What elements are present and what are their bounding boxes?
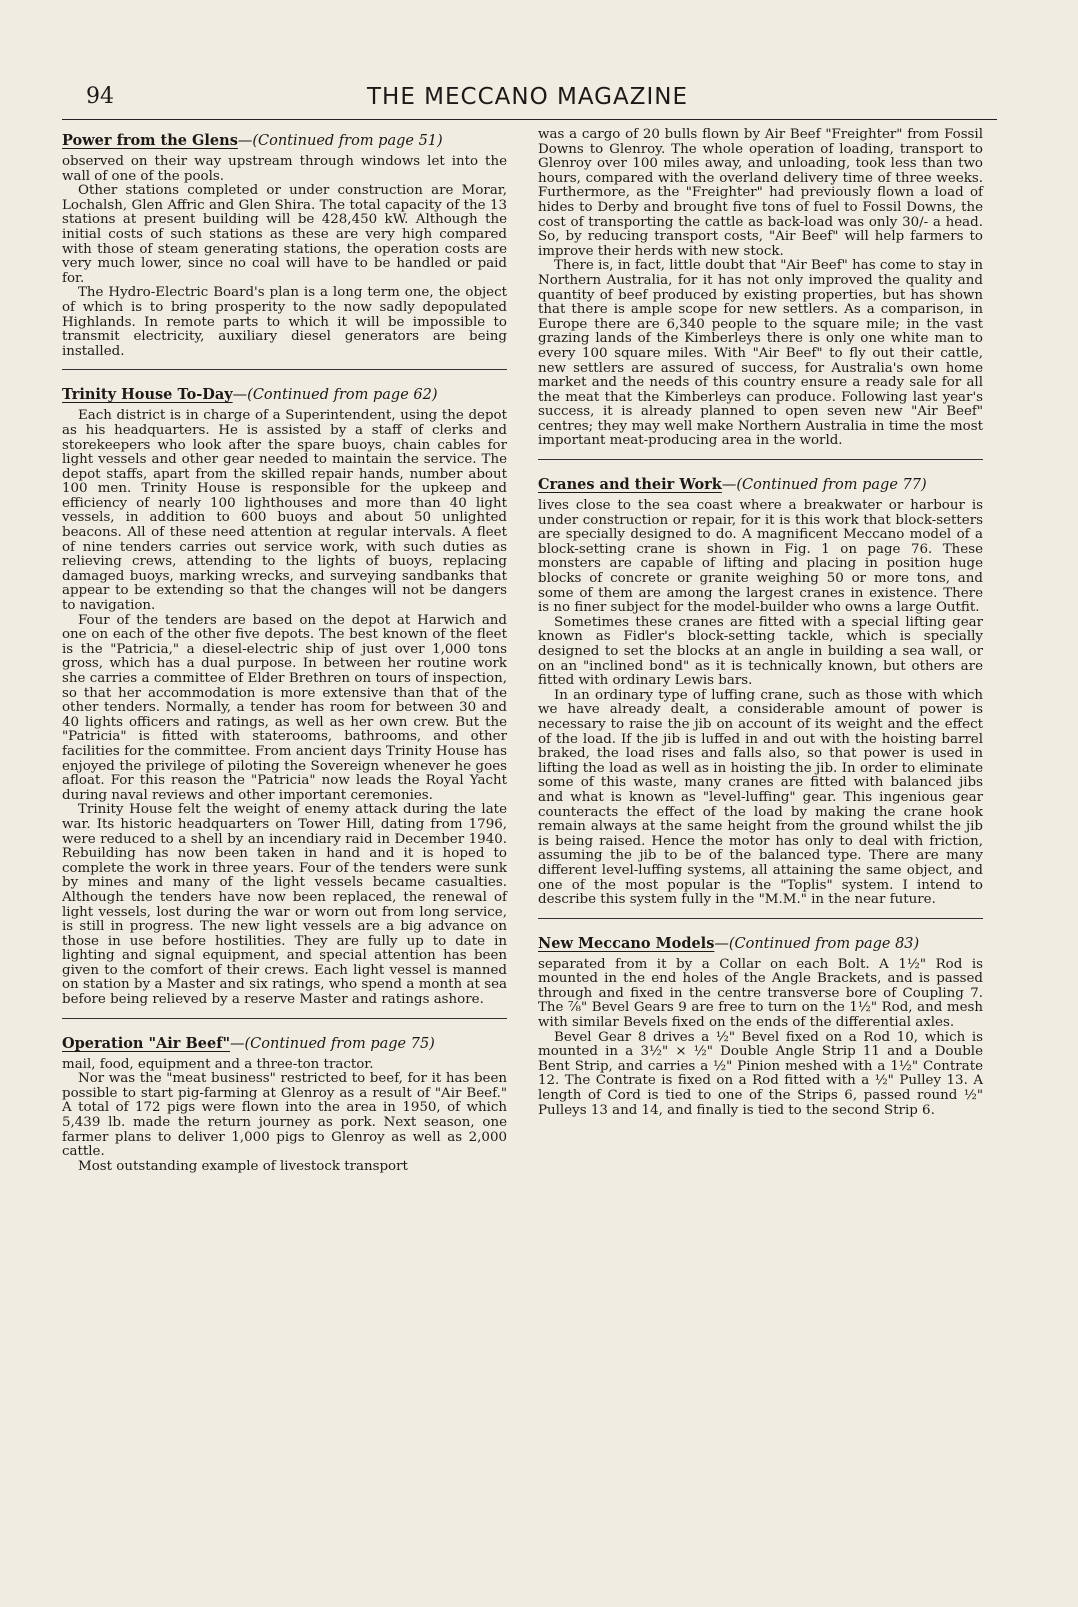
article-title: New Meccano Models bbox=[538, 934, 715, 952]
continued-from-note: —(Continued from page 77) bbox=[721, 477, 927, 494]
paragraph: Each district is in charge of a Superintendent, using the depot as his headquarters. He is assisted by a staff of clerks and storekeepers who look after the spare buoys, chain cables for light vessels and other gear needed to maintain the service. The depot staffs, apart from the skilled repair hands, number about 100 men. Trinity House is responsible for the upkeep and efficiency of nearly 100 lighthouses and more than 40 light vessels, in addition to 600 buoys and about 50 unlighted beacons. All of these need attention at regular intervals. A fleet of nine tenders carries out service work, with such duties as relieving crews, attending to the lights of buoys, replacing damaged buoys, marking wrecks, and surveying sandbanks that appear to be extending so that the changes will not be dangers to navigation. bbox=[62, 408, 507, 614]
paragraph: The Hydro-Electric Board's plan is a long term one, the object of which is to bring prosperity to the now sadly depopulated Highlands. In remote parts to which it will be impossible to transmit electricity, auxiliary diesel generators are being installed. bbox=[62, 285, 507, 359]
article-heading bbox=[62, 1035, 507, 1053]
paragraph: separated from it by a Collar on each Bolt. A 1½" Rod is mounted in the end holes of the Angle Brackets, and is passed through and fixed in the centre transverse bore of Coupling 7. The ⅞" Bevel Gears 9 are free to turn on the 1½" Rod, and mesh with similar Bevels fixed on the ends of the differential axles. bbox=[538, 956, 983, 1031]
article-heading bbox=[62, 132, 507, 150]
article-heading bbox=[538, 935, 983, 953]
paragraph: There is, in fact, little doubt that "Air Beef" has come to stay in Northern Australia, for it has not only improved the quality and quantity of beef produced by existing properties, but has shown that there is ample scope for new settlers. As a comparison, in Europe there are 6,340 people to the square mile; in the vast grazing lands of the Kimberleys there is only one white man to every 100 square miles. With "Air Beef" to fly out their cattle, new settlers are assured of success, for Australia's own home market and the needs of this country ensure a ready sale for all the meat that the Kimberleys can produce. Following last year's success, it is already planned to open seven new "Air Beef" centres; they may well make Northern Australia in time the most important meat-producing area in the world. bbox=[538, 258, 983, 449]
article-cranes-and-their-work bbox=[538, 476, 983, 908]
article-heading bbox=[538, 476, 983, 494]
paragraph: mail, food, equipment and a three-ton tractor. bbox=[62, 1056, 374, 1072]
paragraph: Trinity House felt the weight of enemy attack during the late war. Its historic headquarters on Tower Hill, dating from 1796, were reduced to a shell by an incendiary raid in December 1940. Rebuilding has now been taken in hand and it is hoped to complete the work in three years. Four of the tenders were sunk by mines and many of the light vessels became casualties. Although the tenders have now been replaced, the renewal of light vessels, lost during the war or worn out from long service, is still in progress. The new light vessels are a big advance on those in use before hostilities. They are fully up to date in lighting and signal equipment, and special attention has been given to the comfort of their crews. Each light vessel is manned on station by a Master and six ratings, who spend a month at sea before being relieved by a reserve Master and ratings ashore. bbox=[62, 802, 507, 1008]
article-operation-air-beef bbox=[62, 1035, 507, 1175]
article-new-meccano-models bbox=[538, 935, 983, 1119]
paragraph: Sometimes these cranes are fitted with a special lifting gear known as Fidler's block-setting tackle, which is specially designed to set the blocks at an angle in building a sea wall, or on an "inclined bond" as it is technically known, but others are fitted with ordinary Lewis bars. bbox=[538, 614, 983, 689]
paragraph: was a cargo of 20 bulls flown by Air Beef "Freighter" from Fossil Downs to Glenroy. The whole operation of loading, transport to Glenroy over 100 miles away, and unloading, took less than two hours, compared with the overland delivery time of three weeks. Furthermore, as the "Freighter" had previously flown a load of hides to Derby and brought five tons of fuel to Fossil Downs, the cost of transporting the cattle as back-load was only 30/- a head. So, by reducing transport costs, "Air Beef" will help farmers to improve their herds with new stock. bbox=[538, 127, 983, 259]
paragraph: Most outstanding example of livestock transport bbox=[78, 1158, 408, 1174]
article-title: Cranes and their Work bbox=[538, 476, 722, 494]
continued-from-note: —(Continued from page 75) bbox=[230, 1035, 435, 1052]
page-header bbox=[60, 84, 995, 118]
paragraph: Nor was the "meat business" restricted to beef, for it has been possible to start pig-farming at Glenroy as a result of "Air Beef." A total of 172 pigs were flown into the area in 1950, of which 5,439 lb. made the return journey as pork. Next season, one farmer plans to deliver 1,000 pigs to Glenroy as well as 2,000 cattle. bbox=[62, 1071, 507, 1160]
left-column bbox=[62, 128, 507, 1174]
section-divider bbox=[538, 459, 983, 460]
continued-from-note: —(Continued from page 83) bbox=[714, 935, 920, 952]
section-divider bbox=[538, 918, 983, 919]
article-title: Operation "Air Beef" bbox=[62, 1034, 230, 1052]
paragraph: Four of the tenders are based on the depot at Harwich and one on each of the other five depots. The best known of the fleet is the "Patricia," a diesel-electric ship of just over 1,000 tons gross, which has a dual purpose. In between her routine work she carries a committee of Elder Brethren on tours of inspection, so that her accommodation is more extensive than that of the other tenders. Normally, a tender has room for between 30 and 40 lights officers and ratings, as well as her own crew. But the "Patricia" is fitted with staterooms, bathrooms, and other facilities for the committee. From ancient days Trinity House has enjoyed the privilege of piloting the Sovereign whenever he goes afloat. For this reason the "Patricia" now leads the Royal Yacht during naval reviews and other important ceremonies. bbox=[62, 612, 507, 803]
paragraph: Bevel Gear 8 drives a ½" Bevel fixed on a Rod 10, which is mounted in a 3½" × ½" Double Angle Strip 11 and a Double Bent Strip, and carries a ½" Pinion meshed with a 1½" Contrate 12. The Contrate is fixed on a Rod fitted with a ½" Pulley 13. A length of Cord is tied to one of the Strips 6, passed round ½" Pulleys 13 and 14, and finally is tied to the second Strip 6. bbox=[538, 1029, 983, 1118]
paragraph: observed on their way upstream through windows let into the wall of one of the pools. bbox=[62, 154, 507, 184]
article-heading bbox=[62, 386, 507, 404]
paragraph: In an ordinary type of luffing crane, such as those with which we have already dealt, a considerable amount of power is necessary to raise the jib on account of its weight and the effect of the load. If the jib is luffed in and out with the hoisting barrel braked, the load rises and falls also, so that power is used in lifting the load as well as in hoisting the jib. In order to eliminate some of this waste, many cranes are fitted with balanced jibs and what is known as "level-luffing" gear. This ingenious gear counteracts the effect of the load by making the crane hook remain always at the same height from the ground whilst the jib is being raised. Hence the motor has only to deal with friction, assuming the jib to be of the balanced type. There are many different level-luffing systems, all attaining the same object, and one of the most popular is the "Toplis" system. I intend to describe this system fully in the "M.M." in the near future. bbox=[538, 687, 983, 908]
page-number: 94 bbox=[86, 84, 114, 109]
magazine-title: THE MECCANO MAGAZINE bbox=[366, 84, 689, 110]
section-divider bbox=[62, 1018, 507, 1019]
paragraph: lives close to the sea coast where a breakwater or harbour is under construction or repair, for it is this work that block-setters are specially designed to do. A magnificent Meccano model of a block-setting crane is shown in Fig. 1 on page 76. These monsters are capable of lifting and placing in position huge blocks of concrete or granite weighing 50 or more tons, and some of them are among the largest cranes in existence. There is no finer subject for the model-builder who owns a large Outfit. bbox=[538, 498, 983, 616]
continued-from-note: —(Continued from page 51) bbox=[237, 133, 443, 149]
article-title: Trinity House To-Day bbox=[62, 386, 233, 404]
paragraph: Other stations completed or under construction are Morar, Lochalsh, Glen Affric and Glen Shira. The total capacity of the 13 stations at present building will be 428,450 kW. Although the initial costs of such stations as these are very high compared with those of steam generating stations, the operation costs are very much lower, since no coal will have to be handled or paid for. bbox=[62, 183, 507, 286]
article-title: Power from the Glens bbox=[62, 132, 238, 149]
header-rule bbox=[62, 119, 997, 120]
continued-from-note: —(Continued from page 62) bbox=[232, 387, 438, 404]
article-power-from-the-glens bbox=[62, 132, 507, 359]
section-divider bbox=[62, 369, 507, 370]
right-column bbox=[538, 128, 983, 1118]
article-trinity-house-to-day bbox=[62, 386, 507, 1007]
article-continuation bbox=[538, 128, 983, 449]
